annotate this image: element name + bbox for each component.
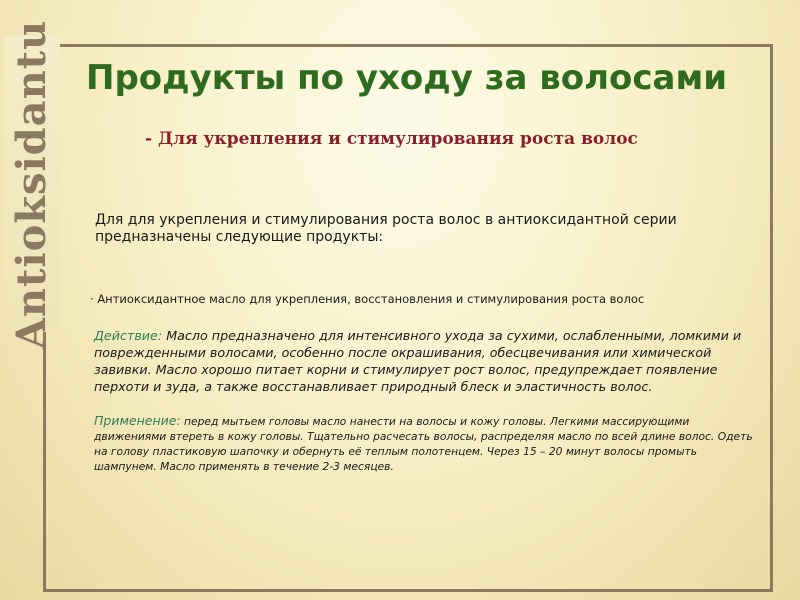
action-text: Масло предназначено для интенсивного ухода за сухими, ослабленными, ломкими и поврежденными волосами, особенно после окрашивания, обесцвечивания или химической завивки. Масло хорошо питает корни и стимулирует рост волос, предупреждает появление перхоти и зуда, а также восстанавливает природный блеск и эластичность волос. <box>94 328 742 394</box>
usage-text: перед мытьем головы масло нанести на волосы и кожу головы. Легкими массирующими движениями втереть в кожу головы. Тщательно расчесать волосы, распределяя масло по всей длине волос. Одеть на голову пластиковую шапочку и обернуть её теплым полотенцем. Через 15 – 20 минут волосы промыть шампунем. Масло применять в течение 2-3 месяцев. <box>94 415 753 473</box>
intro-paragraph: Для для укрепления и стимулирования роста волос в антиоксидантной серии предназначены следующие продукты: <box>95 212 677 245</box>
product-item <box>90 292 750 306</box>
usage-label: Применение: <box>94 413 181 428</box>
action-label: Действие: <box>94 328 163 343</box>
brand-text: Antioksidantu <box>8 19 56 349</box>
page-title: Продукты по уходу за волосами <box>86 58 728 98</box>
usage-paragraph <box>94 413 754 474</box>
brand-logo <box>4 19 60 349</box>
action-paragraph <box>94 327 759 395</box>
product-name: Антиоксидантное масло для укрепления, восстановления и стимулирования роста волос <box>97 292 645 306</box>
content-frame <box>43 44 773 592</box>
bullet: · <box>90 292 94 306</box>
page-subtitle: - Для укрепления и стимулирования роста волос <box>145 129 638 149</box>
